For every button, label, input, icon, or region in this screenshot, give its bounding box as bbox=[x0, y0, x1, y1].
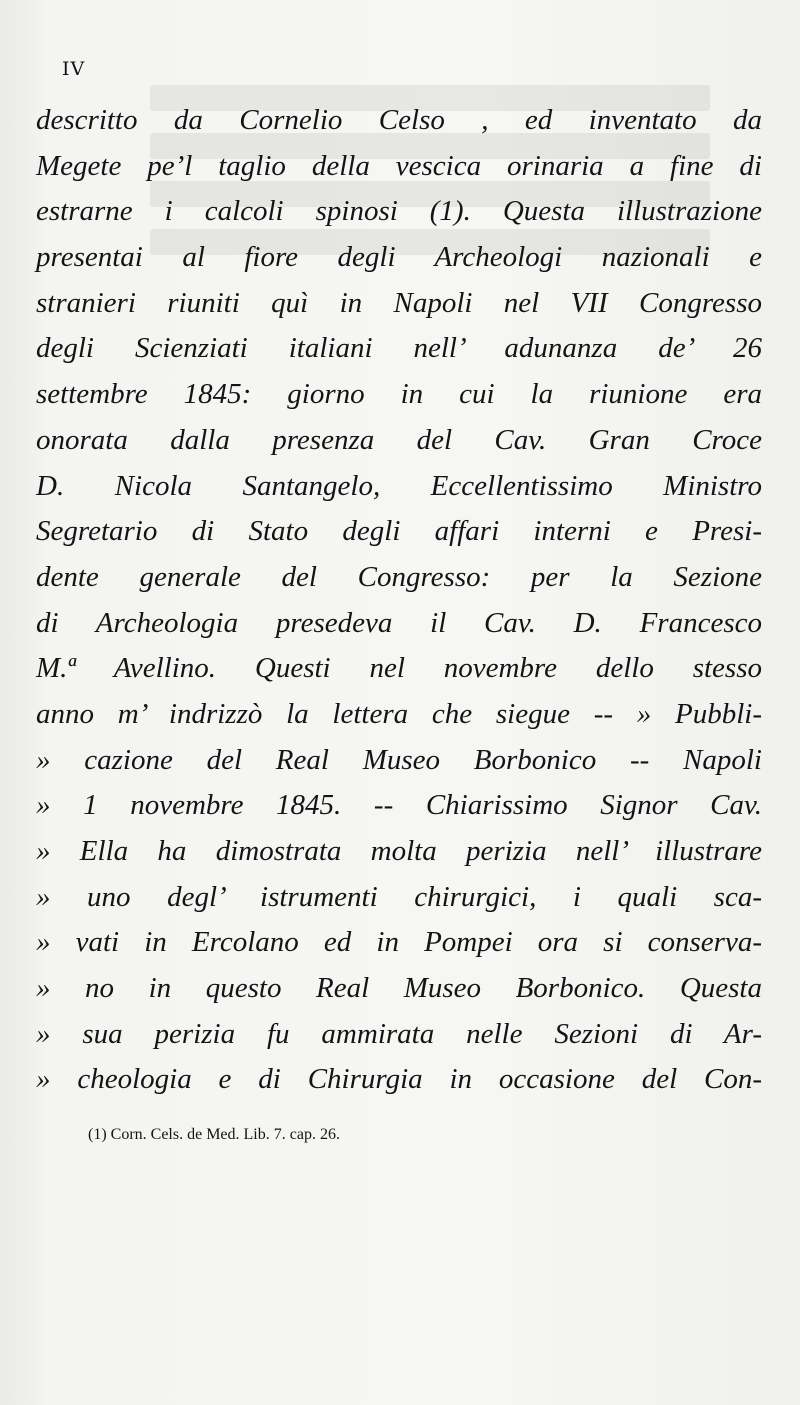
text-line: presentai al fiore degli Archeologi nazionali e bbox=[36, 241, 762, 274]
text-line: onorata dalla presenza del Cav. Gran Croce bbox=[36, 423, 762, 456]
text-line: Segretario di Stato degli affari interni e Presi- bbox=[36, 515, 762, 548]
text-line: » uno degl’ istrumenti chirurgici, i quali sca- bbox=[36, 880, 762, 913]
text-line: » vati in Ercolano ed in Pompei ora si conserva- bbox=[36, 926, 762, 959]
text-line: di Archeologia presedeva il Cav. D. Francesco bbox=[36, 606, 762, 639]
text-line: » cazione del Real Museo Borbonico -- Napoli bbox=[36, 743, 762, 776]
text-line: anno m’ indrizzò la lettera che siegue -- » Pubbli- bbox=[36, 697, 762, 730]
main-text bbox=[36, 98, 762, 1103]
text-line: settembre 1845: giorno in cui la riunione era bbox=[36, 378, 762, 411]
text-line: descritto da Cornelio Celso , ed inventato da bbox=[36, 104, 762, 136]
text-line: degli Scienziati italiani nell’ adunanza de’ 26 bbox=[36, 332, 762, 365]
text-line: stranieri riuniti quì in Napoli nel VII Congresso bbox=[36, 286, 762, 319]
text-line: » Ella ha dimostrata molta perizia nell’ illustrare bbox=[36, 835, 762, 867]
text-line: » no in questo Real Museo Borbonico. Questa bbox=[36, 972, 762, 1005]
text-line: » cheologia e di Chirurgia in occasione del Con- bbox=[36, 1063, 762, 1096]
text-line: estrarne i calcoli spinosi (1). Questa illustrazione bbox=[36, 195, 762, 228]
text-line: » sua perizia fu ammirata nelle Sezioni di Ar- bbox=[36, 1017, 762, 1050]
page-number: IV bbox=[62, 58, 86, 80]
text-line: Megete pe’l taglio della vescica orinaria a fine di bbox=[36, 149, 762, 182]
text-line: dente generale del Congresso: per la Sezione bbox=[36, 560, 762, 593]
footnote: (1) Corn. Cels. de Med. Lib. 7. cap. 26. bbox=[88, 1126, 340, 1143]
text-line: » 1 novembre 1845. -- Chiarissimo Signor Cav. bbox=[36, 789, 762, 822]
text-line: M.ª Avellino. Questi nel novembre dello stesso bbox=[36, 652, 762, 685]
text-line: D. Nicola Santangelo, Eccellentissimo Ministro bbox=[36, 469, 762, 502]
